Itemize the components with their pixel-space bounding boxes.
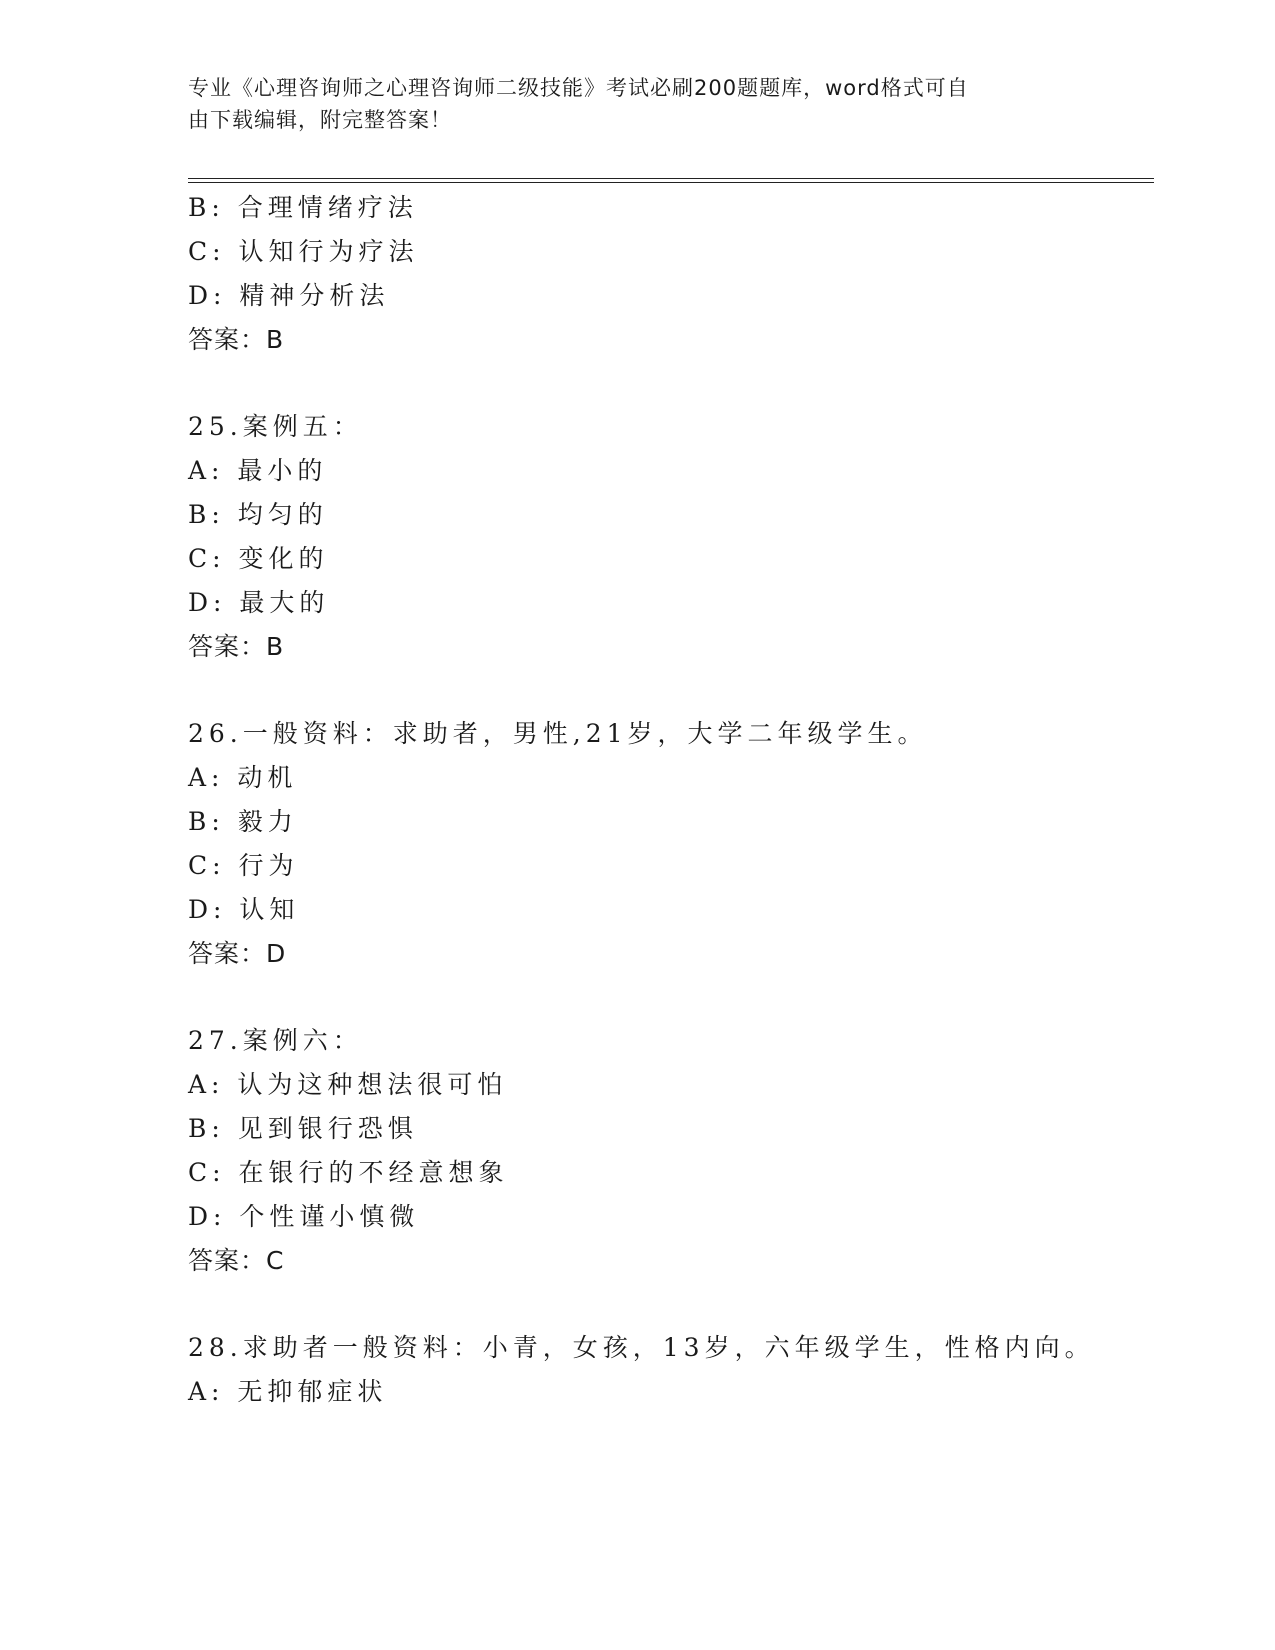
- option-line: D: 认知: [188, 895, 300, 924]
- option-line: C: 认知行为疗法: [188, 237, 419, 266]
- option-line: D: 最大的: [188, 588, 330, 617]
- option-line: B: 毅力: [188, 807, 298, 836]
- header-line-1: 专业《心理咨询师之心理咨询师二级技能》考试必刷200题题库，word格式可自: [188, 76, 969, 100]
- header-line-2: 由下载编辑，附完整答案！: [188, 108, 452, 132]
- answer-line: 答案：B: [188, 325, 285, 354]
- option-line: A: 无抑郁症状: [188, 1377, 388, 1406]
- option-line: C: 行为: [188, 851, 299, 880]
- question-line: 28.求助者一般资料：小青，女孩，13岁，六年级学生，性格内向。: [188, 1333, 1095, 1362]
- option-line: B: 均匀的: [188, 500, 328, 529]
- answer-line: 答案：C: [188, 1246, 285, 1275]
- option-line: A: 认为这种想法很可怕: [188, 1070, 508, 1099]
- question-line: 25.案例五：: [188, 412, 363, 441]
- option-line: B: 合理情绪疗法: [188, 193, 418, 222]
- option-line: A: 动机: [188, 763, 298, 792]
- option-line: C: 变化的: [188, 544, 329, 573]
- option-line: B: 见到银行恐惧: [188, 1114, 418, 1143]
- question-line: 27.案例六：: [188, 1026, 363, 1055]
- header-divider: [188, 178, 1154, 183]
- answer-line: 答案：B: [188, 632, 285, 661]
- option-line: A: 最小的: [188, 456, 328, 485]
- option-line: D: 精神分析法: [188, 281, 390, 310]
- option-line: D: 个性谨小慎微: [188, 1202, 420, 1231]
- option-line: C: 在银行的不经意想象: [188, 1158, 509, 1187]
- question-line: 26.一般资料：求助者，男性,21岁，大学二年级学生。: [188, 719, 928, 748]
- answer-line: 答案：D: [188, 939, 287, 968]
- document-header: [188, 72, 1068, 136]
